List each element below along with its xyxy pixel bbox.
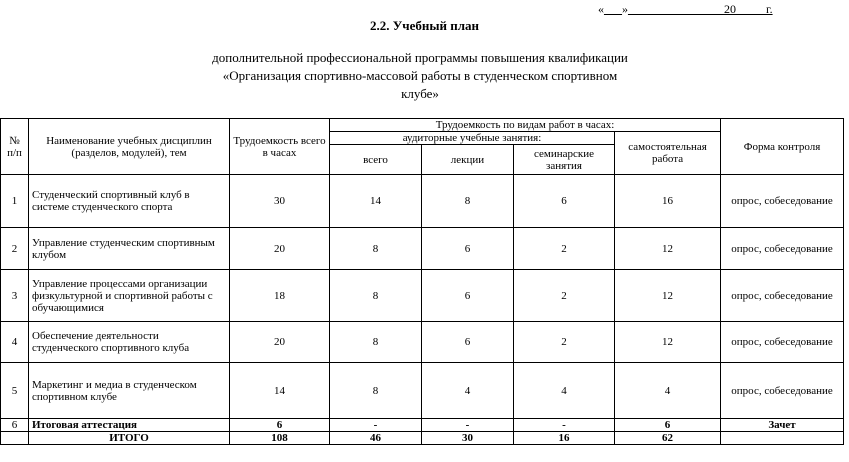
final-attestation-row [1, 419, 844, 432]
date-suffix: г. [766, 2, 773, 16]
header-row-1 [1, 119, 844, 132]
header-lectures: лекции [422, 145, 514, 175]
date-year-prefix: 20 [724, 2, 736, 16]
row-total: 14 [230, 363, 330, 419]
row-total: 30 [230, 175, 330, 228]
row-seminars: 6 [514, 175, 615, 228]
document-title: 2.2. Учебный план [369, 18, 480, 33]
row-control: Зачет [721, 419, 844, 432]
row-name: Итоговая аттестация [29, 419, 230, 432]
row-seminars: 2 [514, 228, 615, 270]
row-num: 6 [1, 419, 29, 432]
header-independent: самостоятельная работа [615, 132, 721, 175]
row-control: опрос, собеседование [721, 228, 844, 270]
table-row [1, 175, 844, 228]
row-num-empty [1, 432, 29, 445]
row-all: 8 [330, 363, 422, 419]
subtitle-line-1: дополнительной профессиональной программы повышения квалификации [212, 50, 628, 65]
table-row [1, 322, 844, 363]
row-total: 20 [230, 322, 330, 363]
row-seminars: - [514, 419, 615, 432]
row-name: Маркетинг и медиа в студенческом спортивном клубе [29, 363, 230, 419]
header-num: № п/п [1, 119, 29, 175]
row-total: 6 [230, 419, 330, 432]
row-num: 2 [1, 228, 29, 270]
row-all: 8 [330, 270, 422, 322]
row-name: Управление процессами организации физкультурной и спортивной работы с обучающимися [29, 270, 230, 322]
header-seminars: семинарские занятия [514, 145, 615, 175]
row-seminars: 2 [514, 270, 615, 322]
row-all: 8 [330, 322, 422, 363]
row-lectures: 30 [422, 432, 514, 445]
date-year: _____ [736, 2, 766, 16]
row-independent: 4 [615, 363, 721, 419]
header-by-type: Трудоемкость по видам работ в часах: [330, 119, 721, 132]
row-num: 4 [1, 322, 29, 363]
row-control-empty [721, 432, 844, 445]
row-name: Управление студенческим спортивным клубом [29, 228, 230, 270]
row-lectures: 6 [422, 270, 514, 322]
row-name: ИТОГО [29, 432, 230, 445]
row-lectures: 4 [422, 363, 514, 419]
row-num: 1 [1, 175, 29, 228]
row-lectures: 6 [422, 322, 514, 363]
row-independent: 12 [615, 322, 721, 363]
row-all: 8 [330, 228, 422, 270]
curriculum-table [0, 118, 844, 445]
row-control: опрос, собеседование [721, 270, 844, 322]
row-total: 20 [230, 228, 330, 270]
date-month: ________________ [628, 2, 724, 16]
row-name: Студенческий спортивный клуб в системе студенческого спорта [29, 175, 230, 228]
row-control: опрос, собеседование [721, 322, 844, 363]
subtitle-line-2: «Организация спортивно-массовой работы в студенческом спортивном [222, 68, 618, 83]
header-name: Наименование учебных дисциплин (разделов, модулей), тем [29, 119, 230, 175]
row-lectures: 8 [422, 175, 514, 228]
row-total: 18 [230, 270, 330, 322]
row-name: Обеспечение деятельности студенческого спортивного клуба [29, 322, 230, 363]
header-total: Трудоемкость всего в часах [230, 119, 330, 175]
date-day: ___ [604, 2, 622, 16]
date-open: « [598, 2, 604, 16]
header-all: всего [330, 145, 422, 175]
row-all: - [330, 419, 422, 432]
date-close: » [622, 2, 628, 16]
row-all: 14 [330, 175, 422, 228]
row-control: опрос, собеседование [721, 363, 844, 419]
total-row [1, 432, 844, 445]
subtitle-line-3: клубе» [401, 86, 439, 101]
row-num: 5 [1, 363, 29, 419]
date-line [598, 2, 773, 17]
header-classroom: аудиторные учебные занятия: [330, 132, 615, 145]
table-row [1, 270, 844, 322]
row-independent: 16 [615, 175, 721, 228]
row-total: 108 [230, 432, 330, 445]
row-seminars: 2 [514, 322, 615, 363]
row-independent: 6 [615, 419, 721, 432]
row-all: 46 [330, 432, 422, 445]
table-row [1, 363, 844, 419]
row-independent: 12 [615, 270, 721, 322]
row-seminars: 4 [514, 363, 615, 419]
row-control: опрос, собеседование [721, 175, 844, 228]
document-subtitle [160, 49, 680, 103]
row-lectures: - [422, 419, 514, 432]
row-lectures: 6 [422, 228, 514, 270]
table-row [1, 228, 844, 270]
row-independent: 12 [615, 228, 721, 270]
row-independent: 62 [615, 432, 721, 445]
row-num: 3 [1, 270, 29, 322]
header-control: Форма контроля [721, 119, 844, 175]
row-seminars: 16 [514, 432, 615, 445]
